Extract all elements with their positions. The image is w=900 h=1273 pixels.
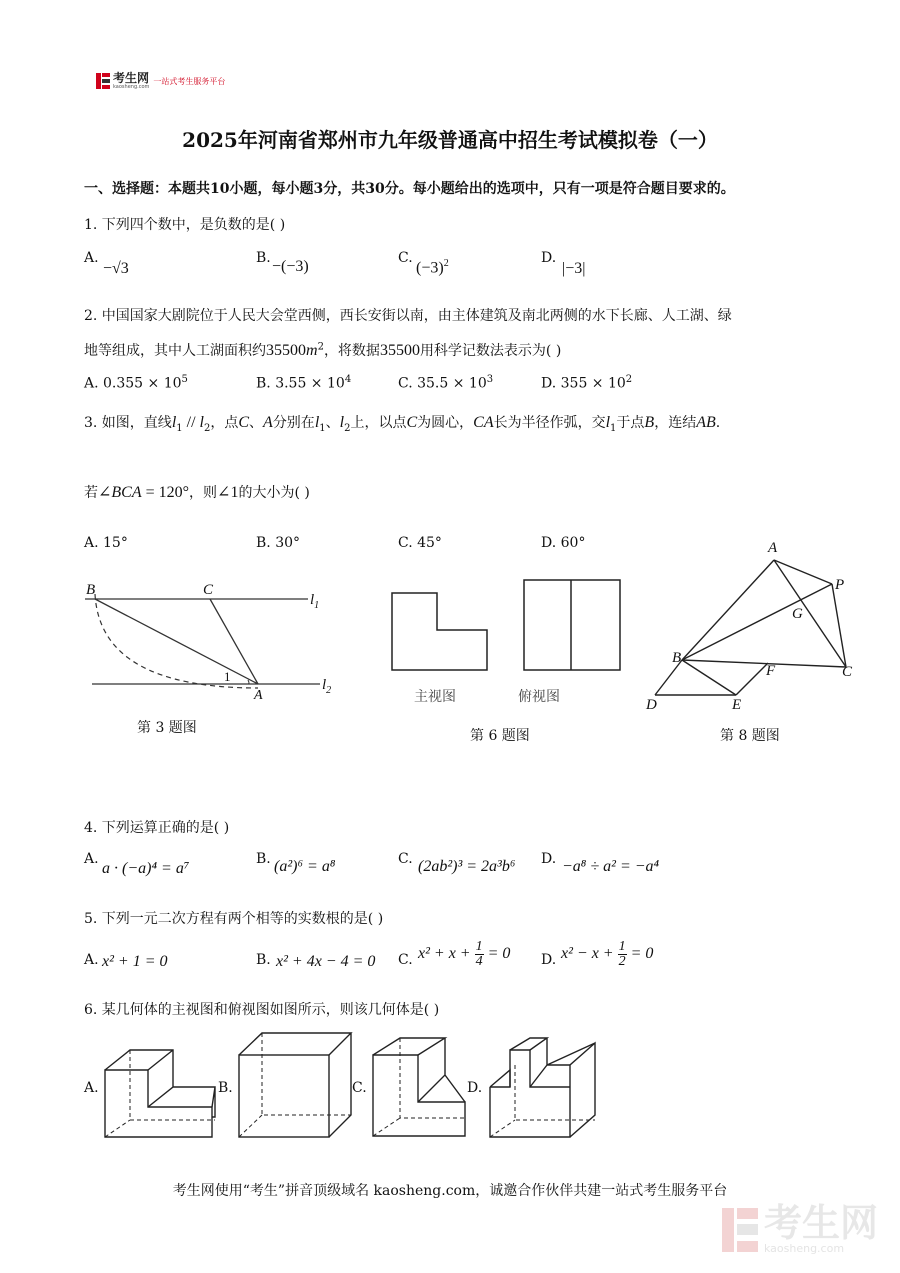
q5-option-c: x² + x + $\frac{1}{4}$ = 0 [418, 939, 511, 969]
q1-option-c: $(-3)^2$ [416, 258, 449, 277]
fig8-point-c: C [842, 664, 853, 680]
q4-option-b-label: B. [256, 851, 271, 867]
logo-domain: kaosheng.com [113, 84, 150, 90]
q6-option-b-label: B. [218, 1080, 233, 1096]
watermark [722, 1201, 878, 1255]
q1-option-a: −√3 [103, 260, 129, 277]
q6-option-c-figure [368, 1030, 473, 1140]
q2-stem-line2: 地等组成，其中人工湖面积约$35500m^2$，将数据35500用科学记数法表示为( ) [84, 341, 562, 359]
q1-option-d: |−3| [562, 260, 586, 277]
q3-option-a: A. 15° [84, 535, 128, 551]
q3-stem-line1: 3. 如图，直线$l_1 // l_2$，点C、A分别在$l_1$、$l_2$上，以点C为圆心，CA长为半径作弧，交$l_1$于点B，连结AB. [84, 414, 721, 434]
q5-option-d-label: D. [541, 952, 557, 968]
q5-option-d: x² − x + $\frac{1}{2}$ = 0 [561, 939, 654, 969]
fig8-point-d: D [646, 697, 657, 713]
page-title: 2025年河南省郑州市九年级普通高中招生考试模拟卷（一） [182, 128, 718, 152]
q4-option-d-label: D. [541, 851, 557, 867]
q5-option-c-label: C. [398, 952, 413, 968]
q1-option-a-label: A. [84, 250, 99, 266]
q4-option-b: (a²)⁶ = a⁸ [274, 858, 336, 875]
q6-option-a-figure [100, 1025, 220, 1140]
q2-option-c: C. $35.5 \times 10^3$ [398, 374, 494, 392]
fig6-front-view-label: 主视图 [414, 689, 456, 705]
q2-option-b: B. $3.55 \times 10^4$ [256, 374, 352, 392]
q4-option-a: a · (−a)⁴ = a⁷ [102, 860, 190, 877]
fig8-point-e: E [732, 697, 742, 713]
q5-option-a-label: A. [84, 952, 99, 968]
fig3-point-c: C [203, 582, 214, 598]
fig8-point-f: F [766, 663, 776, 679]
fig8-point-p: P [835, 577, 845, 593]
watermark-domain: kaosheng.com [763, 1242, 845, 1255]
kaosheng-logo-icon [96, 73, 110, 89]
fig8-point-g: G [792, 606, 803, 622]
fig8-point-b: B [672, 650, 682, 666]
q6-option-b-figure [234, 1025, 359, 1140]
q1-option-d-label: D. [541, 250, 557, 266]
q6-option-d-figure [485, 1035, 610, 1140]
header-logo[interactable] [96, 72, 225, 90]
fig6-top-view-label: 俯视图 [518, 689, 560, 705]
q6-option-c-label: C. [352, 1080, 367, 1096]
logo-name: 考生网 [113, 71, 150, 85]
figure-8 [650, 555, 860, 705]
q1-stem: 1. 下列四个数中，是负数的是( ) [84, 217, 286, 233]
q1-option-b: −(−3) [272, 258, 309, 275]
q6-stem: 6. 某几何体的主视图和俯视图如图所示，则该几何体是( ) [84, 1002, 440, 1018]
fig3-line-l2: $l_2$ [322, 677, 332, 696]
fig3-line-l1: $l_1$ [310, 592, 320, 611]
q4-option-d: −a⁸ ÷ a² = −a⁴ [562, 858, 660, 875]
watermark-name: 考生网 [763, 1201, 878, 1245]
q2-option-d: D. $355 \times 10^2$ [541, 374, 633, 392]
q5-option-a: x² + 1 = 0 [102, 953, 168, 970]
fig3-point-b: B [86, 582, 96, 598]
q1-option-b-label: B. [256, 250, 271, 266]
q3-option-c: C. 45° [398, 535, 442, 551]
fig8-caption: 第 8 题图 [720, 728, 780, 744]
q2-stem-line1: 2. 中国国家大剧院位于人民大会堂西侧，西长安街以南，由主体建筑及南北两侧的水下长廊、人工湖、绿 [84, 308, 732, 324]
q2-option-a: A. $0.355 \times 10^5$ [84, 374, 188, 392]
q5-stem: 5. 下列一元二次方程有两个相等的实数根的是( ) [84, 911, 384, 927]
fig3-point-a: A [254, 688, 263, 703]
footer-text: 考生网使用“考生”拼音顶级域名 kaosheng.com，诚邀合作伙伴共建一站式考生服务平台 [172, 1183, 728, 1199]
fig3-caption: 第 3 题图 [137, 720, 197, 736]
q3-option-d: D. 60° [541, 535, 586, 551]
fig6-caption: 第 6 题图 [470, 728, 530, 744]
section-heading: 一、选择题：本题共10小题，每小题3分，共30分。每小题给出的选项中，只有一项是符合题目要求的。 [84, 181, 735, 197]
q3-option-b: B. 30° [256, 535, 301, 551]
q4-option-c: (2ab²)³ = 2a³b⁶ [418, 858, 516, 875]
q1-option-c-label: C. [398, 250, 413, 266]
fig8-point-a: A [768, 540, 778, 556]
q6-option-a-label: A. [84, 1080, 99, 1096]
q4-option-c-label: C. [398, 851, 413, 867]
figure-6 [388, 578, 628, 673]
q5-option-b-label: B. [256, 952, 271, 968]
q3-stem-line2: 若∠BCA = 120°，则∠1的大小为( ) [84, 484, 310, 501]
watermark-logo-icon [722, 1208, 758, 1252]
fig3-angle-1: 1 [224, 669, 231, 684]
q4-stem: 4. 下列运算正确的是( ) [84, 820, 230, 836]
q5-option-b: x² + 4x − 4 = 0 [276, 953, 376, 970]
q6-option-d-label: D. [467, 1080, 483, 1096]
q4-option-a-label: A. [84, 851, 99, 867]
logo-slogan: 一站式考生服务平台 [153, 76, 226, 86]
